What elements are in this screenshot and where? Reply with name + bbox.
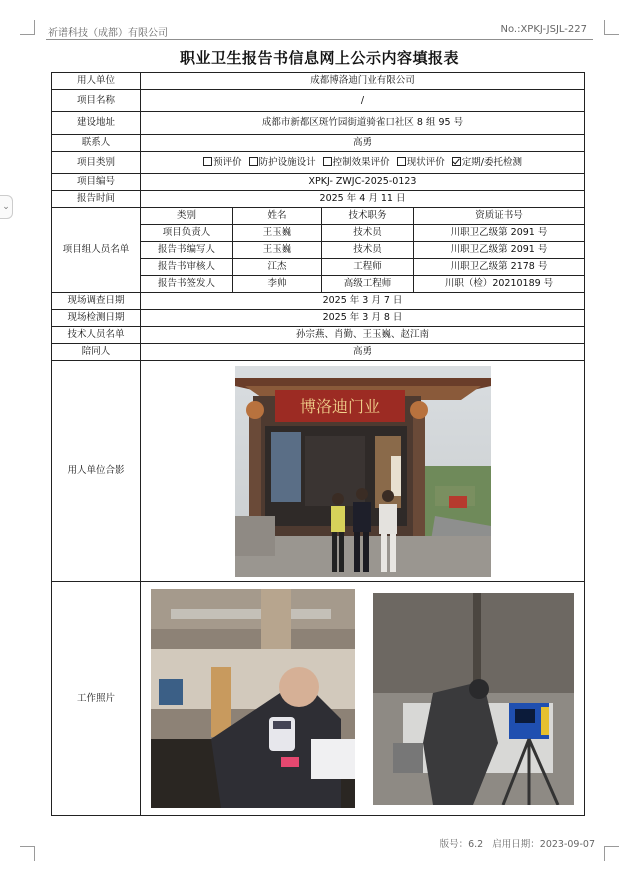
form-row-escort	[52, 344, 585, 361]
version-number: 版号：6.2	[439, 839, 484, 850]
team-cert: 川职卫乙级第 2091 号	[414, 225, 585, 242]
report-time-value: 2025 年 4 月 11 日	[141, 191, 585, 208]
option-label: 现状评价	[406, 156, 445, 168]
group-photo-cell	[141, 361, 585, 582]
work-photo-2-image	[373, 593, 574, 805]
team-name: 王玉巍	[233, 225, 322, 242]
team-name: 王玉巍	[233, 242, 322, 259]
team-label: 项目组人员名单	[52, 208, 141, 293]
category-label: 项目类别	[52, 152, 141, 174]
team-name: 李帅	[233, 276, 322, 293]
team-cert: 川职卫乙级第 2178 号	[414, 259, 585, 276]
survey-date-value: 2025 年 3 月 7 日	[141, 293, 585, 310]
form-row-report-time	[52, 191, 585, 208]
project-name-label: 项目名称	[52, 90, 141, 112]
team-header-name: 姓名	[233, 208, 322, 225]
checkbox[interactable]	[249, 157, 258, 166]
checkbox[interactable]	[397, 157, 406, 166]
work-photo-1	[151, 589, 355, 808]
enable-date: 启用日期：2023-09-07	[492, 839, 595, 850]
group-photo-label: 用人单位合影	[52, 361, 141, 582]
form-row-contact	[52, 135, 585, 152]
escort-value: 高勇	[141, 344, 585, 361]
form-row-project-name	[52, 90, 585, 112]
employer-value: 成都博洛迪门业有限公司	[141, 73, 585, 90]
category-option-protection-design	[249, 157, 316, 168]
team-title: 高级工程师	[322, 276, 414, 293]
corner-mark-top-right	[604, 20, 619, 35]
group-photo	[235, 366, 491, 577]
tech-staff-value: 孙宗燕、肖勤、王玉巍、赵江南	[141, 327, 585, 344]
team-role: 报告书审核人	[141, 259, 233, 276]
team-cert: 川职（检）20210189 号	[414, 276, 585, 293]
team-role: 报告书签发人	[141, 276, 233, 293]
header-divider	[46, 39, 593, 40]
company-name: 祈谱科技（成都）有限公司	[48, 28, 168, 39]
team-role: 项目负责人	[141, 225, 233, 242]
checkbox[interactable]	[203, 157, 212, 166]
category-option-pre-evaluation	[203, 157, 242, 168]
team-title: 技术员	[322, 225, 414, 242]
corner-mark-top-left	[20, 20, 35, 35]
option-label: 预评价	[213, 156, 242, 168]
work-photo-1-image	[151, 589, 355, 808]
team-title: 技术员	[322, 242, 414, 259]
project-name-value: /	[141, 90, 585, 112]
team-name: 江杰	[233, 259, 322, 276]
test-date-label: 现场检测日期	[52, 310, 141, 327]
checkbox[interactable]	[323, 157, 332, 166]
escort-label: 陪同人	[52, 344, 141, 361]
page-title: 职业卫生报告书信息网上公示内容填报表	[179, 49, 459, 67]
document-number: No.:XPKJ-JSJL-227	[500, 24, 587, 35]
corner-mark-bottom-left	[20, 846, 35, 861]
option-label: 防护设施设计	[258, 156, 316, 168]
team-header-row	[52, 208, 585, 225]
project-no-value: XPKJ- ZWJC-2025-0123	[141, 174, 585, 191]
team-title: 工程师	[322, 259, 414, 276]
option-label: 控制效果评价	[332, 156, 390, 168]
work-photo-2	[373, 593, 574, 805]
footer	[440, 836, 595, 850]
category-option-control-effect	[323, 157, 390, 168]
form-row-work-photos	[52, 582, 585, 816]
team-cert: 川职卫乙级第 2091 号	[414, 242, 585, 259]
group-photo-image	[235, 366, 491, 577]
team-role: 报告书编写人	[141, 242, 233, 259]
form-row-category	[52, 152, 585, 174]
sidebar-expand-chevron-icon[interactable]: ⌄	[0, 195, 13, 219]
form-row-test-date	[52, 310, 585, 327]
category-option-periodic-testing	[452, 157, 522, 168]
category-option-status-evaluation	[397, 157, 445, 168]
category-options	[141, 152, 585, 174]
corner-mark-bottom-right	[604, 846, 619, 861]
report-time-label: 报告时间	[52, 191, 141, 208]
work-photo-label: 工作照片	[52, 582, 141, 816]
address-value: 成都市新都区斑竹园街道骑雀口社区 8 组 95 号	[141, 112, 585, 135]
address-label: 建设地址	[52, 112, 141, 135]
group-photo-sign: 博洛迪门业	[299, 396, 380, 416]
team-header-title: 技术职务	[322, 208, 414, 225]
project-no-label: 项目编号	[52, 174, 141, 191]
employer-label: 用人单位	[52, 73, 141, 90]
option-label: 定期/委托检测	[461, 156, 522, 168]
contact-value: 高勇	[141, 135, 585, 152]
form-row-employer	[52, 73, 585, 90]
form-row-address	[52, 112, 585, 135]
form-row-survey-date	[52, 293, 585, 310]
test-date-value: 2025 年 3 月 8 日	[141, 310, 585, 327]
team-header-role: 类别	[141, 208, 233, 225]
disclosure-form-table	[51, 72, 585, 816]
team-header-cert: 资质证书号	[414, 208, 585, 225]
form-row-tech-staff	[52, 327, 585, 344]
tech-staff-label: 技术人员名单	[52, 327, 141, 344]
checkbox-checked[interactable]	[452, 157, 461, 166]
work-photo-cell	[141, 582, 585, 816]
contact-label: 联系人	[52, 135, 141, 152]
form-row-group-photo	[52, 361, 585, 582]
form-row-project-no	[52, 174, 585, 191]
survey-date-label: 现场调查日期	[52, 293, 141, 310]
